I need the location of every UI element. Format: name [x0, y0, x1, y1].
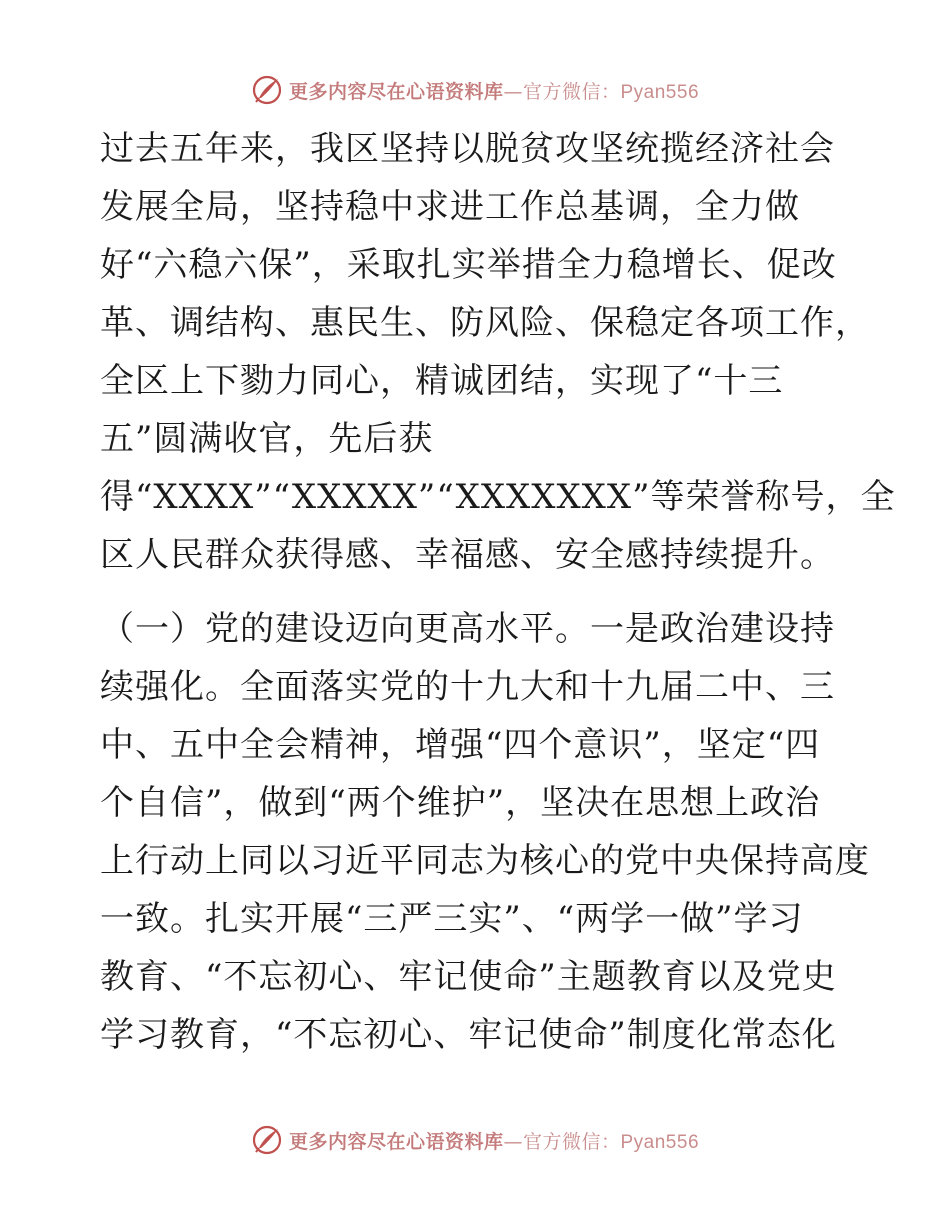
text-line: 区人民群众获得感、幸福感、安全感持续提升。: [100, 535, 835, 575]
text-line: 好“六稳六保”，采取扎实举措全力稳增长、促改: [100, 245, 837, 285]
header-site-name: 更多内容尽在心语资料库: [288, 80, 504, 103]
text-line: 学习教育，“不忘初心、牢记使命”制度化常态化: [100, 1015, 837, 1055]
paragraph-party-building: [100, 600, 870, 1064]
text-line: 得“XXXX”“XXXXX”“XXXXXXX”等荣誉称号，全: [100, 477, 896, 517]
text-line: 一致。扎实开展“三严三实”、“两学一做”学习: [100, 899, 804, 939]
footer-wechat-label: 官方微信：: [522, 1130, 621, 1153]
text-line: 教育、“不忘初心、牢记使命”主题教育以及党史: [100, 957, 837, 997]
text-line: 上行动上同以习近平同志为核心的党中央保持高度: [100, 841, 870, 881]
paragraph-gap: [100, 584, 860, 600]
text-line: 续强化。全面落实党的十九大和十九届二中、三: [100, 667, 835, 707]
text-line: 发展全局，坚持稳中求进工作总基调，全力做: [100, 187, 800, 227]
text-line: 中、五中全会精神，增强“四个意识”，坚定“四: [100, 725, 821, 765]
text-line: 五”圆满收官，先后获: [100, 419, 434, 459]
header-wechat-id: Pyan556: [620, 81, 700, 103]
footer-wechat-id: Pyan556: [620, 1131, 700, 1153]
paragraph-intro: [100, 120, 896, 584]
footer-watermark-banner: [0, 1118, 950, 1162]
footer-banner-text: [289, 1127, 699, 1154]
document-body: [100, 120, 896, 1064]
footer-site-name: 更多内容尽在心语资料库: [288, 1130, 504, 1153]
header-wechat-label: 官方微信：: [522, 80, 621, 103]
quill-logo-icon: [251, 1124, 283, 1156]
text-line: 全区上下勠力同心，精诚团结，实现了“十三: [100, 361, 784, 401]
footer-dash: —: [503, 1130, 523, 1153]
text-line: 过去五年来，我区坚持以脱贫攻坚统揽经济社会: [100, 129, 835, 169]
quill-logo-icon: [251, 74, 283, 106]
text-line: 革、调结构、惠民生、防风险、保稳定各项工作，: [100, 303, 870, 343]
header-banner-text: [289, 77, 699, 104]
header-dash: —: [503, 80, 523, 103]
header-watermark-banner: [0, 68, 950, 112]
text-line: 个自信”，做到“两个维护”，坚决在思想上政治: [100, 783, 821, 823]
text-line: （一）党的建设迈向更高水平。一是政治建设持: [100, 609, 835, 649]
